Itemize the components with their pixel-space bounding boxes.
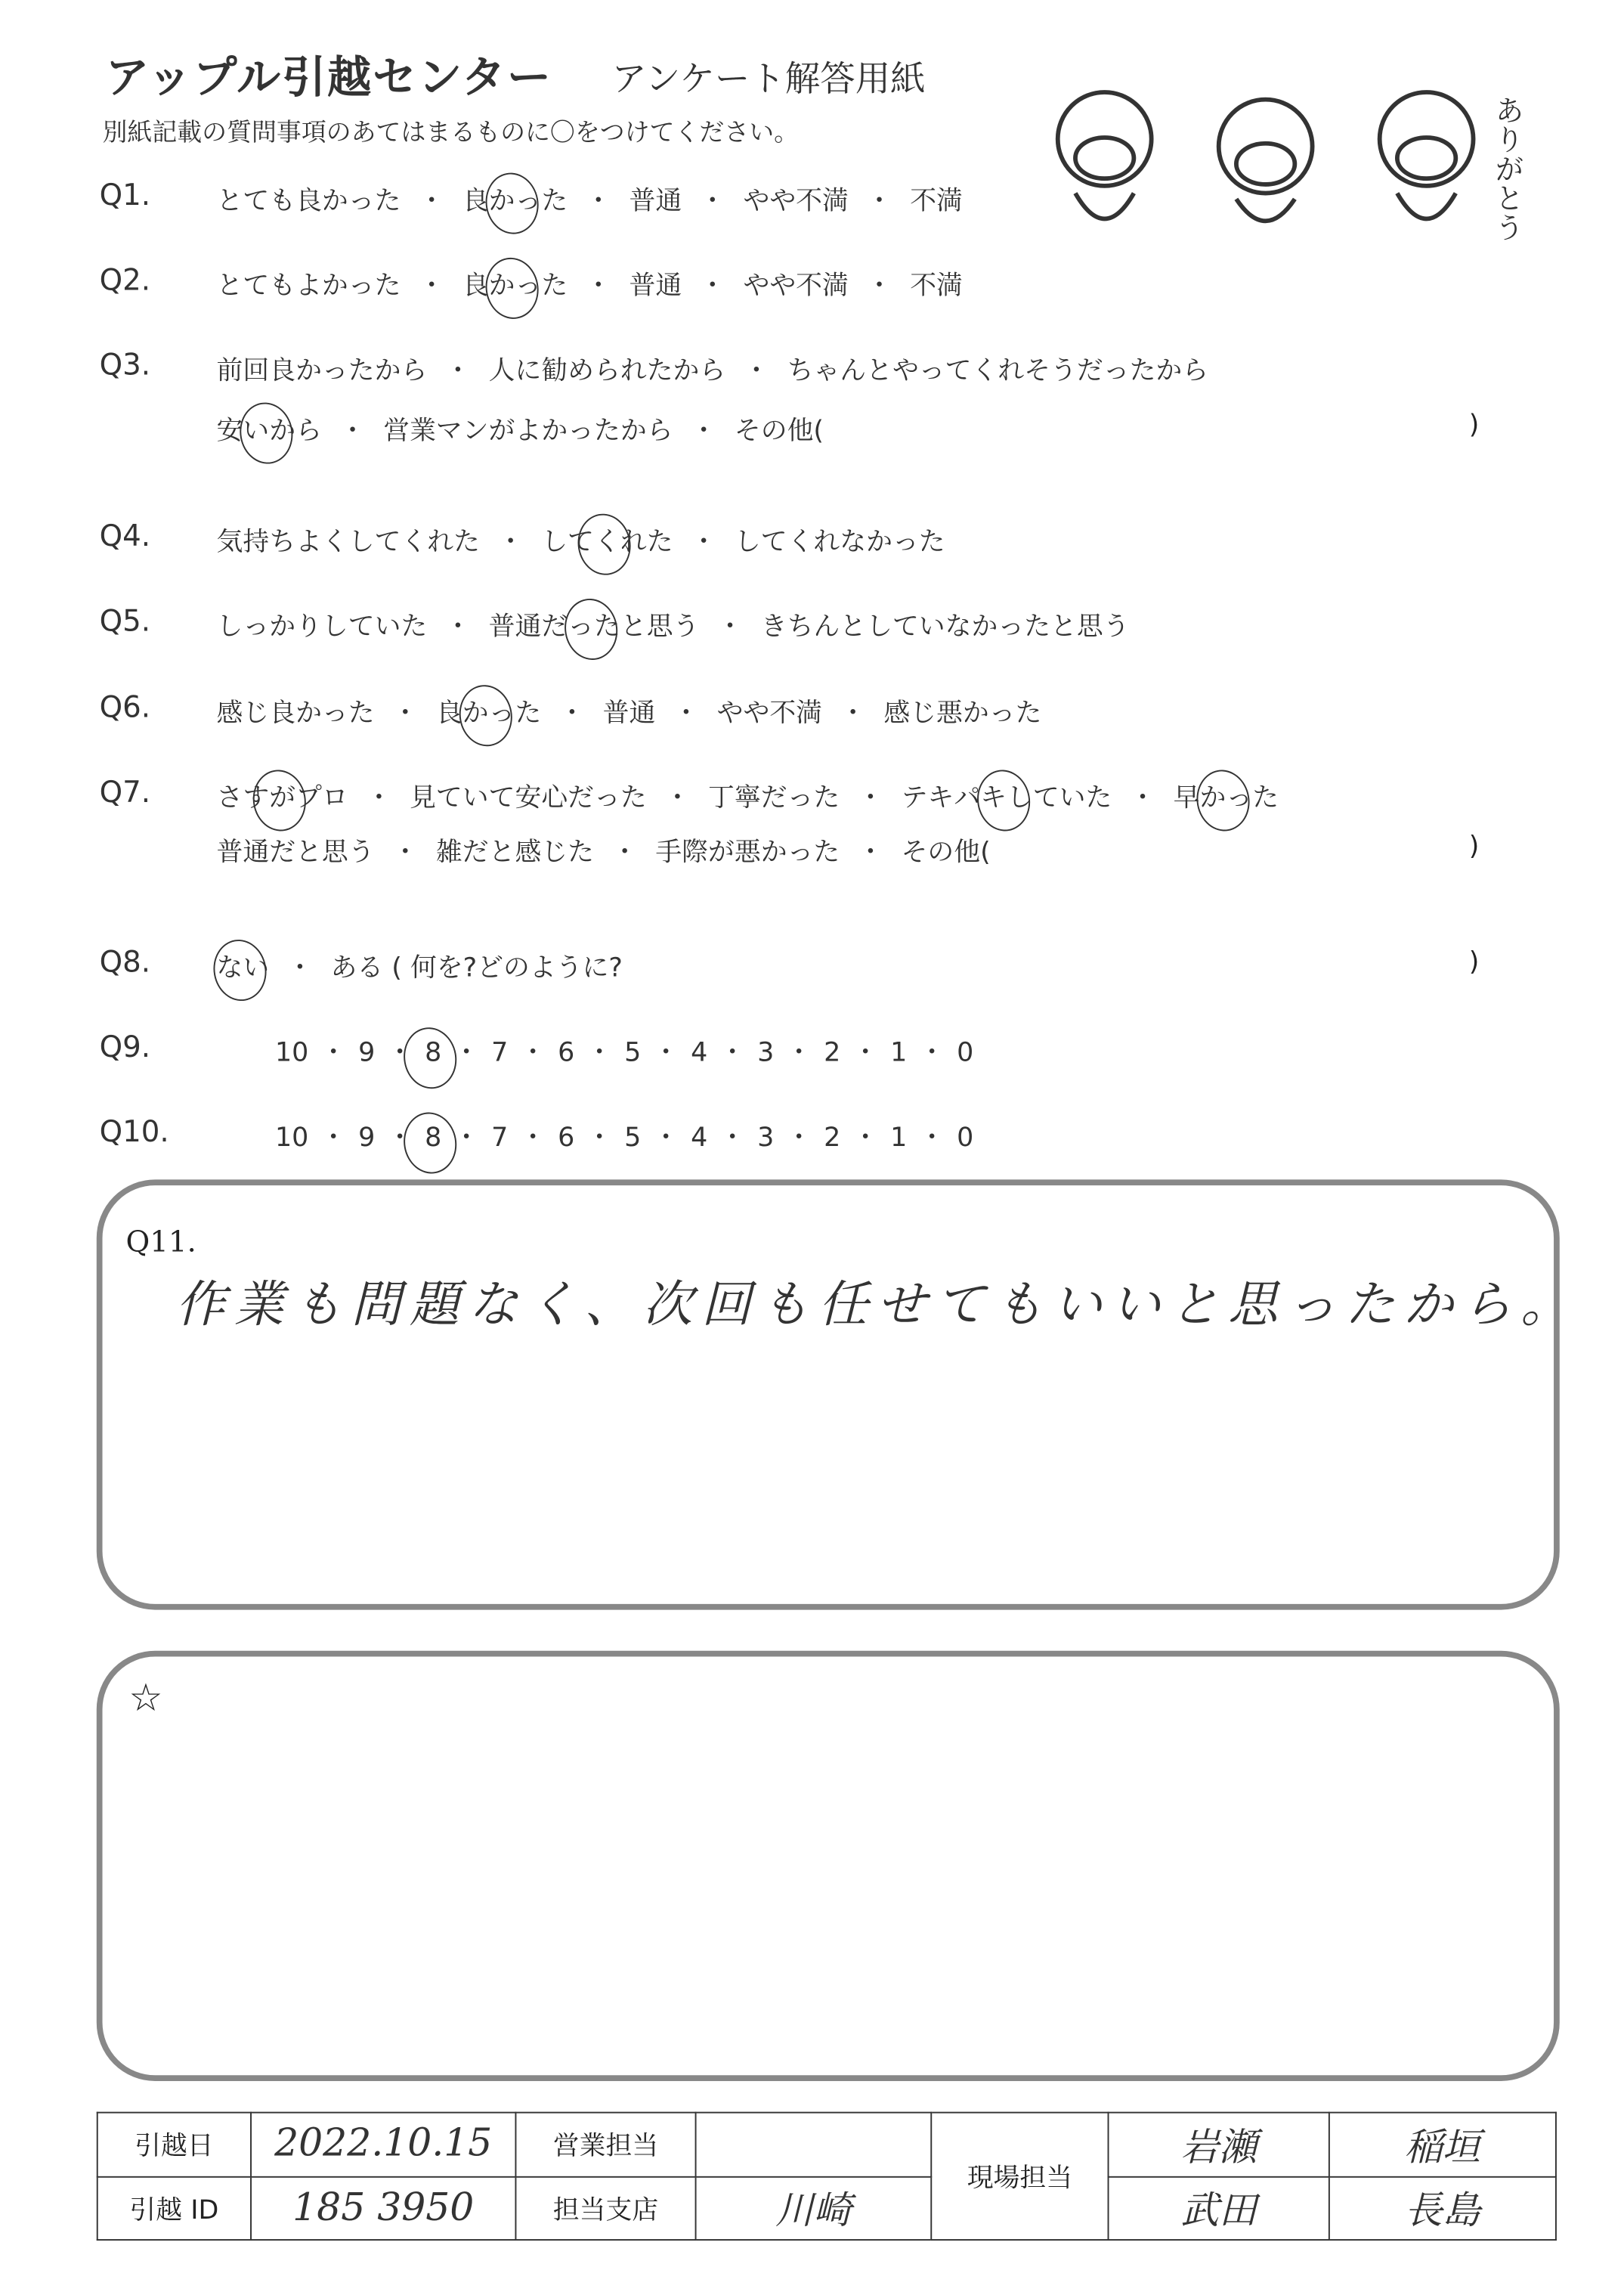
site-label: 現場担当 [931,2113,1108,2240]
option[interactable]: 7 [491,1037,509,1069]
question-label: Q2. [99,262,151,298]
separator: ・ [719,1037,746,1069]
option[interactable]: 感じ悪かった [883,698,1042,729]
option[interactable]: 見ていて安心だった [410,782,647,814]
separator: ・ [857,837,884,869]
option[interactable]: 5 [624,1037,642,1069]
separator: ・ [519,1037,546,1069]
move-date-label: 引越日 [97,2113,251,2176]
option-selected[interactable]: 良かった [436,692,541,730]
move-id-label: 引越 ID [97,2176,251,2240]
option[interactable]: 手際が悪かった [655,837,840,869]
separator: ・ [558,698,586,729]
option[interactable]: しっかりしていた [216,612,428,643]
close-paren: ) [1468,410,1480,441]
option[interactable]: きちんとしていなかったと思う [760,612,1130,643]
question-label: Q9. [99,1029,151,1064]
question-label: Q3. [99,346,151,382]
separator: ・ [716,612,744,643]
move-id: 185 3950 [251,2176,515,2240]
question-label: Q4. [99,518,151,553]
separator: ・ [444,612,472,643]
option[interactable]: やや不満 [743,271,849,302]
option[interactable]: 10 [274,1122,309,1154]
separator: ・ [339,415,366,447]
option-selected[interactable]: 8 [425,1122,442,1154]
close-paren: ) [1468,946,1480,978]
separator: ・ [652,1122,679,1154]
site-staff-4: 長島 [1329,2176,1556,2240]
option[interactable]: してくれなかった [734,526,945,558]
separator: ・ [386,1037,413,1069]
site-staff-2: 稲垣 [1329,2113,1556,2176]
branch-label: 担当支店 [515,2176,695,2240]
option-selected[interactable]: してくれた [541,521,673,559]
separator: ・ [611,837,639,869]
option-selected[interactable]: テキパキしていた [902,777,1112,815]
option[interactable]: 9 [358,1037,376,1069]
options-row [217,777,1279,815]
options-row [217,521,945,559]
site-staff-1: 岩瀬 [1109,2113,1329,2176]
options-row [217,947,623,985]
separator: ・ [918,1037,945,1069]
separator: ・ [586,1037,613,1069]
options-row [217,410,824,448]
form-title: アンケート解答用紙 [611,58,926,100]
option[interactable]: 4 [691,1037,708,1069]
question-label: Q8. [99,943,151,980]
option[interactable]: 営業マンがよかったから [383,415,673,447]
options-row [217,350,1209,388]
separator: ・ [840,698,867,729]
comment-box[interactable] [97,1651,1560,2081]
option[interactable]: 7 [491,1122,509,1154]
option-selected[interactable]: 安いから [217,410,322,448]
option[interactable]: 普通 [629,271,682,302]
option[interactable]: 雑だと感じた [435,837,595,869]
question-label: Q1. [99,177,151,212]
option[interactable]: 5 [624,1122,642,1154]
option-selected[interactable]: 8 [425,1037,442,1069]
option-selected[interactable]: ない [217,947,270,985]
option-selected[interactable]: 普通だったと思う [489,606,700,644]
options-row [275,1117,973,1154]
option[interactable]: 9 [358,1122,376,1154]
separator: ・ [1129,782,1156,814]
separator: ・ [519,1122,546,1154]
options-row [217,692,1042,730]
separator: ・ [585,271,612,302]
option[interactable]: ある ( 何を?どのように? [330,952,623,983]
mascot-monkeys-illustration [1024,58,1551,249]
option[interactable]: 6 [558,1122,575,1154]
separator: ・ [866,185,892,217]
instruction-text: 別紙記載の質問事項のあてはまるものに〇をつけてください。 [102,118,800,148]
option[interactable]: 前回良かったから [216,355,428,387]
options-row [217,606,1130,644]
option[interactable]: 感じ良かった [216,698,375,729]
options-row [217,265,963,302]
option[interactable]: 3 [757,1037,775,1069]
separator: ・ [866,271,892,302]
question-label: Q6. [99,689,151,725]
separator: ・ [690,526,717,558]
option[interactable]: 3 [757,1122,775,1154]
separator: ・ [391,837,419,869]
separator: ・ [673,698,700,729]
option[interactable]: やや不満 [743,185,849,217]
option[interactable]: とてもよかった [216,271,401,302]
option[interactable]: とても良かった [216,185,401,217]
option[interactable]: その他( [901,837,991,869]
separator: ・ [719,1122,746,1154]
options-row [275,1032,973,1070]
option[interactable]: 1 [890,1037,908,1069]
separator: ・ [320,1122,347,1154]
option[interactable]: 0 [957,1122,974,1154]
option[interactable]: 普通だと思う [216,837,375,869]
separator: ・ [652,1037,679,1069]
option[interactable]: 10 [274,1037,309,1069]
site-staff-3: 武田 [1109,2176,1329,2240]
separator: ・ [857,782,884,814]
q11-answer: 作業も問題なく、次回も任せてもいいと思ったから。 [175,1276,1579,1335]
separator: ・ [586,1122,613,1154]
separator: ・ [391,698,419,729]
separator: ・ [286,952,314,983]
star-icon: ☆ [128,1677,163,1721]
separator: ・ [386,1122,413,1154]
separator: ・ [497,526,524,558]
separator: ・ [743,355,770,387]
option-selected[interactable]: 良かった [462,265,568,302]
separator: ・ [418,185,445,217]
options-row [217,832,991,869]
option[interactable]: ちゃんとやってくれそうだったから [787,355,1209,387]
option[interactable]: 6 [558,1037,575,1069]
separator: ・ [690,415,717,447]
sales-label: 営業担当 [515,2113,695,2176]
question-label: Q5. [99,602,151,639]
separator: ・ [699,271,726,302]
separator: ・ [444,355,472,387]
separator: ・ [453,1037,480,1069]
sales-value [696,2113,932,2176]
separator: ・ [785,1037,812,1069]
separator: ・ [366,782,392,814]
separator: ・ [585,185,612,217]
separator: ・ [418,271,445,302]
option[interactable]: その他( [734,415,824,447]
option[interactable]: 丁寧だった [708,782,840,814]
option[interactable]: 4 [691,1122,708,1154]
option[interactable]: 気持ちよくしてくれた [216,526,481,558]
option[interactable]: 0 [957,1037,974,1069]
svg-text:ありがとう: ありがとう [1489,94,1524,242]
separator: ・ [785,1122,812,1154]
option-selected[interactable]: さすがプロ [217,777,348,815]
option[interactable]: 普通 [629,185,682,217]
option[interactable]: 2 [824,1037,841,1069]
company-title: アップル引越センター [105,52,552,104]
separator: ・ [852,1122,879,1154]
option[interactable]: やや不満 [716,698,823,729]
close-paren: ) [1468,831,1480,863]
options-row [217,180,963,218]
footer-table [97,2112,1557,2241]
question-label: Q7. [99,774,151,810]
option[interactable]: 2 [824,1122,841,1154]
separator: ・ [699,185,726,217]
question-label: Q10. [99,1113,169,1149]
separator: ・ [320,1037,347,1069]
separator: ・ [664,782,691,814]
option-selected[interactable]: 早かった [1174,777,1279,815]
option[interactable]: 不満 [910,185,963,217]
q11-label: Q11. [125,1223,196,1259]
separator: ・ [852,1037,879,1069]
separator: ・ [453,1122,480,1154]
q11-answer-box[interactable] [97,1179,1579,1609]
branch-value: 川崎 [696,2176,932,2240]
separator: ・ [918,1122,945,1154]
option[interactable]: 人に勧められたから [488,355,726,387]
option[interactable]: 1 [890,1122,908,1154]
option-selected[interactable]: 良かった [462,180,568,218]
move-date: 2022.10.15 [251,2113,515,2176]
option[interactable]: 不満 [910,271,963,302]
option[interactable]: 普通 [602,698,656,729]
